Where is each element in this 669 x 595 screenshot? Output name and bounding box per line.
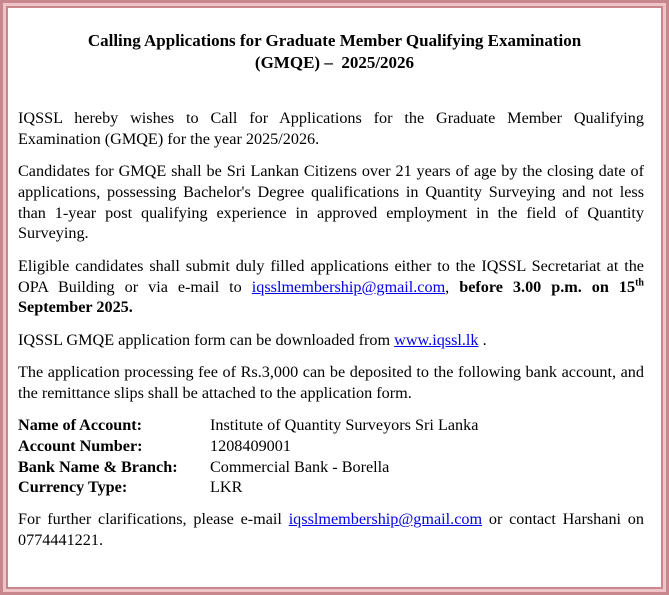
contact-after: or contact Harshani on 0774441221. [18, 510, 644, 550]
bank-row-currency [18, 477, 644, 498]
submission-comma: , [445, 277, 450, 296]
contact-text: For further clarifications, please e-mail [18, 510, 289, 529]
submission-paragraph [18, 256, 644, 318]
bank-value: Institute of Quantity Surveyors Sri Lanka [210, 416, 479, 435]
deadline-suffix: September 2025. [18, 298, 133, 317]
bank-label: Bank Name & Branch: [18, 457, 178, 476]
submission-text: Eligible candidates shall submit duly filled applications either to the IQSSL Secretariat at the OPA Building or via e-mail to [18, 256, 644, 296]
eligibility-paragraph: Candidates for GMQE shall be Sri Lankan Citizens over 21 years of age by the closing date of applications, possessing Bachelor's Degree qualifications in Quantity Surveying and not less than 1-year post qualifying experience in approved employment in the field of Quantity Surveying. [18, 162, 644, 243]
contact-paragraph [18, 509, 644, 551]
bank-label: Account Number: [18, 436, 143, 455]
fee-paragraph: The application processing fee of Rs.3,000 can be deposited to the following bank account, and the remittance slips shall be attached to the application form. [18, 362, 644, 402]
inner-border [6, 6, 663, 589]
bank-value: Commercial Bank - Borella [210, 457, 390, 476]
bank-value: 1208409001 [210, 436, 291, 455]
bank-details [18, 415, 644, 498]
deadline-ordinal: th [635, 277, 644, 289]
bank-value: LKR [210, 478, 243, 497]
bank-row-account-name [18, 415, 644, 436]
middle-border [3, 3, 666, 592]
title-line-2: (GMQE) – 2025/2026 [254, 53, 415, 72]
notice-title [8, 30, 661, 74]
notice-sheet [8, 8, 661, 587]
contact-email-link[interactable]: iqsslmembership@gmail.com [288, 510, 483, 529]
bank-label: Name of Account: [18, 416, 143, 435]
deadline-prefix: before 3.00 p.m. on 15 [459, 277, 636, 296]
bank-row-account-number [18, 436, 644, 457]
submission-email-link[interactable]: iqsslmembership@gmail.com [251, 277, 446, 296]
bank-label: Currency Type: [18, 478, 128, 497]
title-line-1: Calling Applications for Graduate Member Qualifying Examination [87, 31, 582, 50]
bank-row-bank-branch [18, 457, 644, 478]
download-paragraph [18, 330, 644, 351]
website-link[interactable]: www.iqssl.lk [394, 330, 479, 349]
download-after: . [478, 330, 487, 349]
download-text: IQSSL GMQE application form can be downloaded from [18, 330, 395, 349]
notice-body [18, 108, 644, 562]
intro-paragraph: IQSSL hereby wishes to Call for Applications for the Graduate Member Qualifying Examination (GMQE) for the year 2025/2026. [18, 109, 644, 148]
